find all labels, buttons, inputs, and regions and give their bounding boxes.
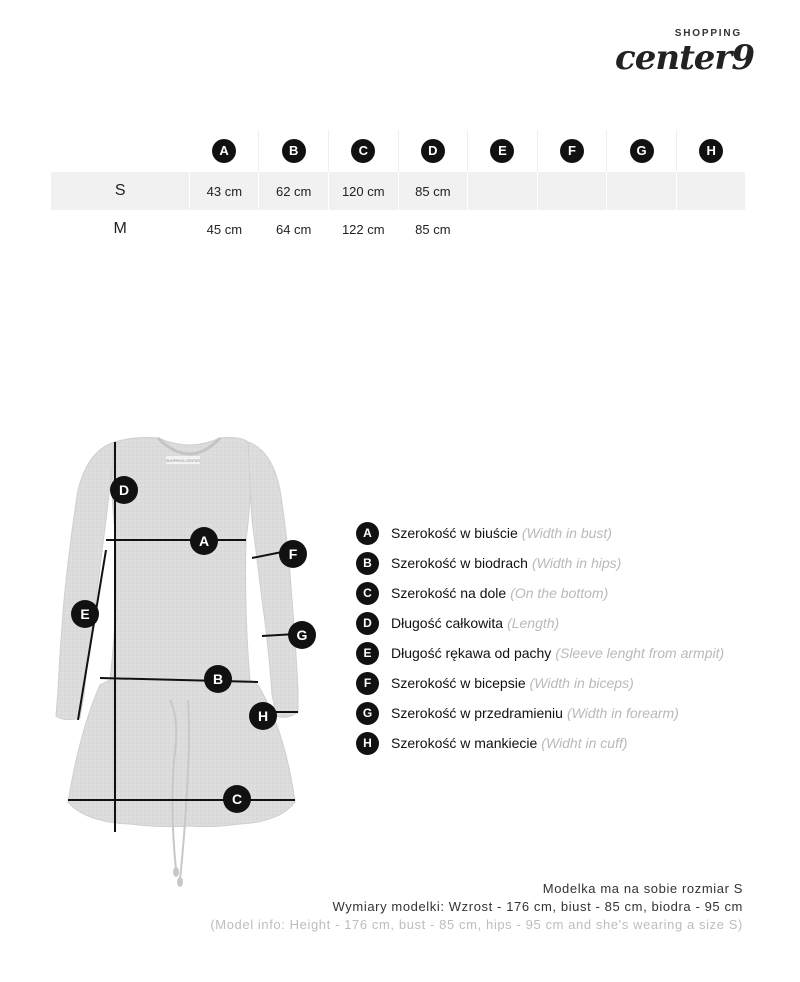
table-cell bbox=[468, 210, 538, 248]
legend-label-en: (Widht in cuff) bbox=[541, 735, 628, 751]
table-cell: 62 cm bbox=[259, 172, 329, 210]
table-cell bbox=[468, 172, 538, 210]
marker-e-icon bbox=[71, 600, 99, 628]
model-measurements-en: (Model info: Height - 176 cm, bust - 85 cm, hips - 95 cm and she's wearing a size S) bbox=[210, 917, 743, 932]
logo-top-text: SHOPPING bbox=[674, 28, 742, 39]
marker-h-icon: H bbox=[699, 139, 723, 163]
header-col-h bbox=[676, 130, 745, 172]
table-row-m bbox=[51, 210, 746, 248]
legend-label-pl: Szerokość na dole bbox=[391, 585, 507, 601]
marker-d-icon bbox=[110, 476, 138, 504]
table-cell bbox=[676, 210, 745, 248]
legend-item-f bbox=[356, 668, 724, 698]
legend-item-h bbox=[356, 728, 724, 758]
marker-c-icon bbox=[223, 785, 251, 813]
svg-text:F: F bbox=[288, 546, 298, 562]
table-cell bbox=[676, 172, 745, 210]
table-header-row bbox=[51, 130, 746, 172]
marker-b-icon: B bbox=[282, 139, 306, 163]
svg-text:D: D bbox=[118, 482, 130, 498]
legend-label-en: (Sleeve lenght from armpit) bbox=[555, 645, 725, 661]
legend-item-g bbox=[356, 698, 724, 728]
marker-a-icon bbox=[190, 527, 218, 555]
legend-item-a bbox=[356, 518, 724, 548]
legend-label-pl: Długość całkowita bbox=[391, 615, 504, 631]
header-col-f bbox=[537, 130, 607, 172]
svg-text:A: A bbox=[198, 533, 210, 549]
size-label: S bbox=[51, 172, 190, 210]
marker-a-icon: A bbox=[212, 139, 236, 163]
svg-text:H: H bbox=[257, 708, 269, 724]
marker-b-icon bbox=[204, 665, 232, 693]
svg-text:G: G bbox=[296, 627, 308, 643]
marker-d-icon: D bbox=[356, 612, 379, 635]
header-col-a bbox=[190, 130, 259, 172]
measurement-legend bbox=[356, 518, 724, 758]
model-info bbox=[210, 880, 743, 934]
legend-label-pl: Szerokość w mankiecie bbox=[391, 735, 538, 751]
legend-label-pl: Szerokość w przedramieniu bbox=[391, 705, 563, 721]
table-cell bbox=[537, 172, 607, 210]
legend-label-en: (Length) bbox=[507, 615, 560, 631]
legend-label-en: (Width in bust) bbox=[521, 525, 612, 541]
marker-e-icon: E bbox=[490, 139, 514, 163]
table-row-s bbox=[51, 172, 746, 210]
legend-label-en: (Width in forearm) bbox=[566, 705, 679, 721]
marker-f-icon: F bbox=[356, 672, 379, 695]
marker-g-icon: G bbox=[356, 702, 379, 725]
header-col-g bbox=[607, 130, 677, 172]
legend-item-d bbox=[356, 608, 724, 638]
legend-label-pl: Szerokość w biuście bbox=[391, 525, 518, 541]
marker-b-icon: B bbox=[356, 552, 379, 575]
marker-g-icon: G bbox=[630, 139, 654, 163]
header-col-d bbox=[398, 130, 468, 172]
garment-tag-text: SHOPPING CENTER bbox=[166, 459, 200, 463]
svg-text:C: C bbox=[231, 791, 243, 807]
marker-d-icon: D bbox=[421, 139, 445, 163]
header-empty-cell bbox=[51, 130, 190, 172]
table-cell: 64 cm bbox=[259, 210, 329, 248]
model-measurements-pl: Wymiary modelki: Wzrost - 176 cm, biust - 85 cm, biodra - 95 cm bbox=[332, 899, 743, 914]
table-cell: 120 cm bbox=[328, 172, 398, 210]
table-cell: 85 cm bbox=[398, 210, 468, 248]
table-cell bbox=[537, 210, 607, 248]
header-col-e bbox=[468, 130, 538, 172]
marker-h-icon: H bbox=[356, 732, 379, 755]
drawstring-end bbox=[177, 877, 183, 887]
legend-label-en: (On the bottom) bbox=[510, 585, 609, 601]
header-col-b bbox=[259, 130, 329, 172]
logo-main-text: center9 bbox=[615, 38, 754, 78]
model-size-note: Modelka ma na sobie rozmiar S bbox=[542, 881, 743, 896]
marker-h-icon bbox=[249, 702, 277, 730]
legend-label-pl: Szerokość w biodrach bbox=[391, 555, 528, 571]
marker-c-icon: C bbox=[351, 139, 375, 163]
marker-c-icon: C bbox=[356, 582, 379, 605]
size-label: M bbox=[51, 210, 190, 248]
svg-text:E: E bbox=[80, 606, 90, 622]
brand-logo bbox=[615, 28, 754, 78]
legend-item-c bbox=[356, 578, 724, 608]
size-table bbox=[51, 130, 746, 248]
garment-diagram bbox=[40, 430, 340, 890]
legend-label-pl: Długość rękawa od pachy bbox=[391, 645, 552, 661]
legend-item-e bbox=[356, 638, 724, 668]
table-cell: 122 cm bbox=[328, 210, 398, 248]
legend-label-en: (Width in hips) bbox=[531, 555, 622, 571]
svg-text:B: B bbox=[212, 671, 224, 687]
drawstring-end bbox=[173, 867, 179, 877]
header-col-c bbox=[328, 130, 398, 172]
table-cell: 43 cm bbox=[190, 172, 259, 210]
right-sleeve-shape bbox=[248, 442, 298, 717]
table-cell bbox=[607, 172, 677, 210]
marker-f-icon: F bbox=[560, 139, 584, 163]
table-cell: 85 cm bbox=[398, 172, 468, 210]
table-cell: 45 cm bbox=[190, 210, 259, 248]
table-cell bbox=[607, 210, 677, 248]
marker-a-icon: A bbox=[356, 522, 379, 545]
legend-label-en: (Width in biceps) bbox=[529, 675, 634, 691]
marker-g-icon bbox=[288, 621, 316, 649]
marker-f-icon bbox=[279, 540, 307, 568]
marker-e-icon: E bbox=[356, 642, 379, 665]
legend-item-b bbox=[356, 548, 724, 578]
legend-label-pl: Szerokość w bicepsie bbox=[391, 675, 526, 691]
